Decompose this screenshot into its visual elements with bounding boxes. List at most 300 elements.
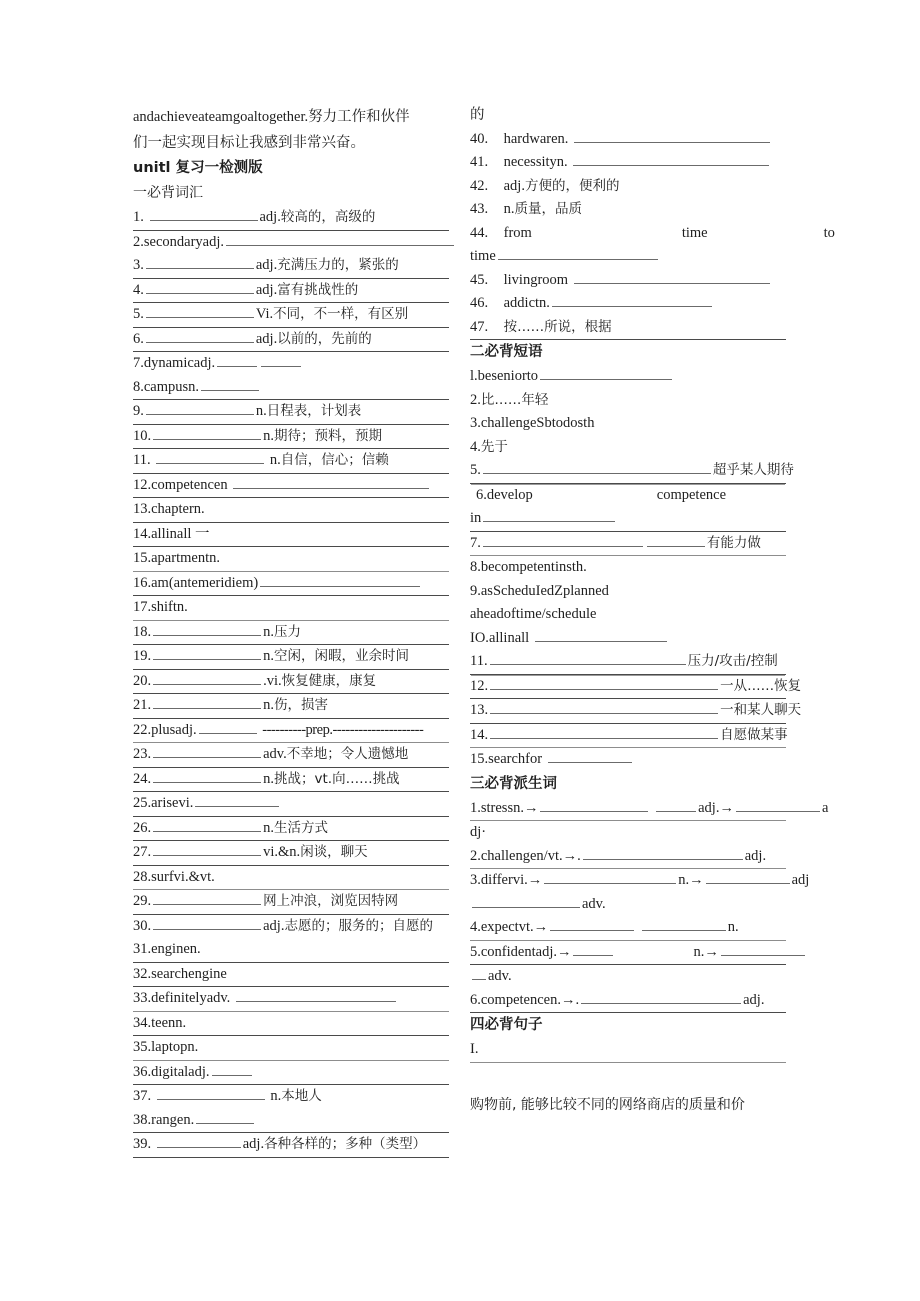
word-label: dynamicadj. (143, 355, 216, 371)
pos-label: adj. (255, 330, 278, 347)
word-label: searchengine (151, 965, 227, 982)
cn-gloss: 空闲，闲暇，业余时间 (274, 648, 409, 664)
word-label: enginen. (151, 941, 201, 957)
word-label: teenn. (151, 1014, 187, 1031)
item-number: 15. (470, 751, 489, 767)
phrase-item-15 (470, 748, 786, 772)
answer-blank-3[interactable] (736, 797, 820, 812)
vocab-item-44-continued: time (470, 245, 786, 269)
word-label: laptopn. (151, 1039, 199, 1055)
answer-blank[interactable] (212, 1061, 252, 1076)
answer-blank-2[interactable] (721, 941, 805, 956)
vocab-item-33 (133, 987, 449, 1012)
item-number: 5. (470, 943, 481, 960)
pos-label: adv. (263, 746, 287, 762)
phrases-section-heading: 二必背短语 (470, 344, 543, 360)
pos-label: n. (263, 697, 274, 713)
pos-label: n. (727, 919, 739, 935)
item-number: 13. (470, 702, 489, 718)
pos-label: n. (269, 452, 281, 468)
phrase-label: beseniorto (477, 368, 539, 384)
base-word: stressn.→ (480, 799, 539, 816)
pos-label: adj. (255, 257, 278, 273)
vocab-item-40 (470, 128, 786, 152)
item-number: 7. (133, 355, 144, 371)
answer-blank[interactable] (540, 365, 672, 380)
derivative-item-1 (470, 797, 829, 822)
answer-blank[interactable] (574, 128, 770, 143)
cn-gloss: 有能力做 (706, 534, 761, 551)
answer-blank[interactable] (153, 425, 261, 440)
answer-blank[interactable] (483, 532, 643, 547)
vocab-item-26 (133, 817, 449, 842)
answer-blank[interactable] (498, 245, 658, 260)
derivative-item-6 (470, 989, 786, 1014)
cn-gloss: 自愿做某事 (720, 726, 788, 743)
vocab-item-21 (133, 694, 449, 719)
answer-blank[interactable] (581, 989, 741, 1004)
item-number: 8. (470, 559, 481, 575)
answer-blank[interactable] (573, 151, 769, 166)
item-number: 11. (470, 653, 488, 669)
answer-blank[interactable] (217, 352, 257, 367)
vocab-item-22 (133, 719, 449, 744)
phrase-item-3 (470, 412, 786, 436)
word-label: rangen. (151, 1111, 195, 1128)
vocab-item-23 (133, 743, 449, 768)
vocab-item-7 (133, 352, 449, 376)
item-number: 32. (133, 965, 152, 982)
word-label: allinall 一 (151, 525, 210, 542)
cn-gloss: 充满压力的，紧张的 (277, 257, 399, 273)
word-label: digitaladj. (151, 1063, 210, 1080)
vocab-item-45 (470, 269, 786, 293)
vocab-item-42 (470, 175, 786, 199)
phrase-item-14 (470, 724, 786, 749)
cn-gloss: 比……年轻 (480, 391, 549, 408)
item-number: 26. (133, 819, 152, 836)
cn-gloss: 本地人 (281, 1088, 322, 1104)
phrase-item-6-continued (470, 507, 786, 532)
item-number: 28. (133, 868, 152, 885)
pos-label: adj. (259, 209, 281, 225)
answer-blank[interactable] (548, 748, 632, 763)
base-word: competencen.→. (480, 991, 580, 1008)
vocab-item-17 (133, 596, 449, 621)
item-number: 6. (476, 486, 487, 503)
pos-label: n.→ (693, 943, 719, 960)
answer-blank[interactable] (540, 797, 648, 812)
answer-blank[interactable] (550, 916, 634, 931)
item-number: 2. (133, 233, 144, 250)
item-number: 39. (133, 1136, 152, 1152)
vocab-item-38 (133, 1109, 449, 1134)
answer-blank[interactable] (153, 817, 261, 832)
vocab-item-25 (133, 792, 449, 817)
cn-gloss: 较高的，高级的 (280, 209, 376, 225)
vocab-item-11 (133, 449, 449, 474)
pos-label: n. (255, 403, 267, 419)
cn-gloss: 挑战；vt.向……挑战 (274, 770, 400, 787)
item-number: 47. (470, 318, 489, 335)
pos-label: adj. (503, 177, 525, 194)
item-number: 5. (470, 462, 481, 478)
item-number: 25. (133, 795, 152, 811)
item-number: IO. (470, 629, 489, 646)
answer-blank[interactable] (233, 474, 429, 489)
vocab-item-30 (133, 915, 449, 939)
sentences-section-heading: 四必背句子 (470, 1017, 543, 1033)
pos-label: vi.&n. (263, 844, 301, 860)
phrase-label: asScheduIedZplanned (480, 582, 609, 599)
answer-blank[interactable] (490, 724, 718, 739)
page-title: unitl 复习一检测版 (133, 160, 263, 176)
pos-label: adj. (744, 847, 767, 864)
vocab-item-18 (133, 621, 449, 646)
answer-blank-2[interactable] (642, 916, 726, 931)
vocab-item-32 (133, 963, 449, 988)
phrase-label: allinall (488, 629, 530, 646)
pos-label: n. (263, 427, 274, 444)
item-number: 6. (470, 991, 481, 1008)
vocab-item-39 (133, 1133, 449, 1158)
cn-gloss: 方便的，便利的 (524, 177, 620, 194)
phrase-item-6 (470, 484, 786, 508)
word-label: shiftn. (151, 599, 188, 615)
answer-blank[interactable] (156, 449, 264, 464)
answer-blank[interactable] (535, 627, 667, 642)
phrase-item-2 (470, 389, 786, 413)
pos-label: n. (263, 819, 274, 836)
answer-blank[interactable] (583, 845, 743, 860)
pos-label: n. (263, 770, 274, 787)
derivative-item-5-continued (470, 965, 786, 989)
phrase-item-10 (470, 627, 786, 651)
pos-label: n. (503, 201, 515, 217)
vocab-item-29 (133, 890, 449, 915)
footer-sentence: 购物前, 能够比较不同的网络商店的质量和价 (470, 1096, 745, 1113)
cn-gloss: 自信，信心；信赖 (280, 452, 389, 468)
answer-blank[interactable] (153, 915, 261, 930)
word-label: apartmentn. (151, 550, 220, 566)
phrase-item-8 (470, 556, 786, 580)
vocab-item-5 (133, 303, 449, 328)
item-number: 16. (133, 574, 152, 591)
cn-gloss: 不幸地；令人遗憾地 (286, 746, 409, 762)
item-number: 4. (133, 281, 144, 298)
item-number: 27. (133, 844, 152, 860)
vocab-item-6 (133, 328, 449, 353)
phrase-item-9 (470, 580, 786, 604)
answer-blank-2[interactable] (656, 797, 696, 812)
item-number: 19. (133, 648, 152, 664)
vocab-item-2 (133, 231, 449, 255)
item-number: 9. (133, 403, 144, 419)
vocab-item-37 (133, 1085, 449, 1109)
item-number: 3. (470, 872, 481, 888)
item-number: 8. (133, 378, 144, 395)
continued-fragment: 的 (470, 107, 485, 123)
item-number: 38. (133, 1111, 152, 1128)
word-label: surfvi.&vt. (151, 868, 215, 885)
derivative-item-5 (470, 941, 786, 966)
item-number: 13. (133, 501, 152, 517)
item-number: I. (470, 1041, 479, 1057)
item-number: 22. (133, 721, 152, 738)
vocab-item-47 (470, 316, 786, 341)
answer-blank[interactable] (153, 645, 261, 660)
cn-gloss: 日程表，计划表 (266, 403, 362, 419)
pos-label: adj. (743, 991, 765, 1008)
item-number: 44. (470, 224, 489, 241)
answer-blank[interactable] (146, 279, 254, 294)
item-number: 17. (133, 599, 152, 615)
item-number: 46. (470, 295, 489, 311)
intro-line-1: andachieveateamgoaltogether.努力工作和伙伴 (133, 109, 410, 125)
item-number: 23. (133, 746, 152, 762)
word-label: competencen (151, 476, 228, 493)
item-number: 4. (470, 919, 481, 935)
answer-blank[interactable] (201, 376, 259, 391)
pos-label: n. (263, 648, 274, 664)
item-number: 24. (133, 770, 152, 787)
answer-blank[interactable] (153, 768, 261, 783)
vocab-item-14 (133, 523, 449, 548)
item-number: 2. (470, 391, 481, 408)
cn-gloss: 伤，损害 (274, 697, 328, 713)
prep-trailer: ----------prep.--------------------- (262, 721, 424, 738)
answer-blank[interactable] (573, 941, 613, 956)
item-number: 11. (133, 452, 151, 468)
right-column (470, 104, 835, 1117)
derivative-item-2 (470, 845, 786, 870)
word-label: livingroom (503, 271, 569, 288)
item-number: 43. (470, 201, 489, 217)
vocab-item-41 (470, 151, 786, 175)
pos-label: n. (263, 623, 274, 640)
derivative-item-3-continued (470, 893, 786, 917)
vocab-item-44: 44. from time to (470, 222, 786, 246)
answer-blank[interactable] (490, 699, 718, 714)
vocab-item-31 (133, 938, 449, 963)
cn-gloss: 一从……恢复 (720, 677, 802, 694)
vocab-item-34 (133, 1012, 449, 1037)
vocab-item-19 (133, 645, 449, 670)
cn-gloss: 质量，品质 (514, 201, 582, 217)
vocab-item-13 (133, 498, 449, 523)
cn-gloss: 网上冲浪，浏览因特网 (263, 893, 399, 909)
base-word: differvi.→ (480, 872, 543, 888)
item-number: 34. (133, 1014, 152, 1031)
answer-blank[interactable] (153, 694, 261, 709)
answer-blank[interactable] (146, 303, 254, 318)
word-label: from (503, 224, 532, 241)
item-number: 41. (470, 154, 489, 170)
answer-blank[interactable] (157, 1085, 265, 1100)
vocab-item-3 (133, 254, 449, 279)
item-number: 14. (133, 525, 152, 542)
item-number: 42. (470, 177, 489, 194)
phrase-item-4 (470, 436, 786, 460)
vocab-item-28 (133, 866, 449, 891)
item-number: 37. (133, 1088, 152, 1104)
vocab-item-16 (133, 572, 449, 597)
word-label: definitelyadv. (151, 990, 231, 1006)
cn-gloss: 各种各样的；多种（类型） (264, 1136, 427, 1152)
item-number: 1. (470, 799, 481, 816)
item-number: 18. (133, 623, 152, 640)
answer-blank[interactable] (483, 507, 615, 522)
item-number: 36. (133, 1063, 152, 1080)
item-number: 15. (133, 550, 152, 566)
phrase-label: challengeSbtodosth (480, 415, 595, 431)
item-number: 31. (133, 941, 152, 957)
phrase-tail: competence (656, 486, 727, 503)
answer-blank[interactable] (226, 231, 454, 246)
answer-blank[interactable] (195, 792, 279, 807)
pos-label: .vi. (263, 672, 282, 689)
word-label: necessityn. (503, 154, 568, 170)
left-column (133, 104, 449, 1158)
derivative-item-3 (470, 869, 810, 893)
answer-blank[interactable] (146, 254, 254, 269)
item-number: 2. (470, 847, 481, 864)
cn-gloss: 压力 (274, 623, 301, 640)
answer-blank[interactable] (146, 328, 254, 343)
word-label: plusadj. (151, 721, 197, 738)
answer-blank[interactable] (472, 893, 580, 908)
word-label: hardwaren. (503, 130, 569, 147)
answer-blank[interactable] (153, 670, 261, 685)
phrase-item-7 (470, 532, 786, 557)
answer-blank[interactable] (153, 841, 261, 856)
answer-blank[interactable] (199, 719, 257, 734)
vocab-item-9 (133, 400, 449, 425)
item-number: 9. (470, 582, 481, 599)
vocab-item-15 (133, 547, 449, 572)
word-label: am(antemeridiem) (151, 574, 259, 591)
answer-blank[interactable] (146, 400, 254, 415)
item-number: 10. (133, 427, 152, 444)
answer-blank[interactable] (153, 890, 261, 905)
pos-label: adj. (263, 917, 285, 934)
vocab-item-46 (470, 292, 786, 316)
phrase-label: develop (486, 486, 533, 503)
answer-blank[interactable] (574, 269, 770, 284)
derivative-continuation: dj· (470, 824, 487, 840)
pos-label: n.→ (678, 872, 704, 888)
item-number: 40. (470, 130, 489, 147)
answer-blank[interactable] (483, 459, 711, 474)
item-number: 33. (133, 990, 152, 1006)
item-number: 5. (133, 306, 144, 322)
cn-gloss: 生活方式 (274, 819, 328, 836)
cn-gloss: 富有挑战性的 (277, 281, 359, 298)
answer-blank-2[interactable] (706, 869, 790, 884)
vocab-item-10 (133, 425, 449, 450)
sentence-item-1 (470, 1038, 786, 1063)
item-number: 4. (470, 438, 481, 455)
pos-label: adj.→ (698, 799, 734, 816)
cn-gloss: 按……所说，根据 (503, 318, 612, 335)
vocab-item-36 (133, 1061, 449, 1086)
answer-blank[interactable] (150, 206, 258, 221)
answer-blank[interactable] (196, 1109, 254, 1124)
word-label: campusn. (143, 378, 200, 395)
word-label: secondaryadj. (143, 233, 224, 250)
item-number: 20. (133, 672, 152, 689)
base-word: expectvt.→ (480, 919, 549, 935)
cn-gloss: 压力/攻击/控制 (687, 653, 778, 669)
item-number: 6. (133, 330, 144, 347)
item-number: 21. (133, 697, 152, 713)
answer-blank[interactable] (490, 675, 718, 690)
answer-blank-2[interactable] (647, 532, 705, 547)
derivative-continuation: adv. (488, 968, 512, 984)
answer-blank[interactable] (153, 743, 261, 758)
answer-blank[interactable] (157, 1133, 241, 1148)
answer-blank[interactable] (552, 292, 712, 307)
answer-blank[interactable] (153, 621, 261, 636)
answer-blank[interactable] (260, 572, 420, 587)
answer-blank[interactable] (472, 965, 486, 980)
phrase-item-5 (470, 459, 794, 484)
vocab-item-27 (133, 841, 449, 866)
item-number: 1. (133, 209, 144, 225)
phrase-item-13 (470, 699, 802, 724)
vocab-item-43 (470, 198, 786, 222)
item-number: 7. (470, 534, 481, 551)
cn-gloss: 以前的，先前的 (277, 330, 372, 347)
vocab-item-12 (133, 474, 449, 499)
item-number: 12. (470, 677, 489, 694)
pos-label: n. (270, 1088, 282, 1104)
item-number: 3. (470, 415, 481, 431)
intro-paragraph (133, 104, 449, 156)
answer-blank[interactable] (544, 869, 676, 884)
vocab-item-35 (133, 1036, 449, 1061)
answer-blank-2[interactable] (261, 352, 301, 367)
derivative-continuation: adv. (582, 895, 606, 912)
item-number: 30. (133, 917, 152, 934)
word-label: chaptern. (151, 501, 205, 517)
phrase-item-9-continued (470, 603, 786, 627)
vocab-item-4 (133, 279, 449, 304)
pos-label: adj. (242, 1136, 265, 1152)
base-word: confidentadj.→ (480, 943, 572, 960)
item-number: 12. (133, 476, 152, 493)
phrase-continuation: aheadoftime/schedule (470, 606, 597, 622)
item-number: l. (470, 368, 478, 384)
answer-blank[interactable] (236, 987, 396, 1002)
vocab-item-24 (133, 768, 449, 793)
vocabulary-section-heading: 一必背词汇 (133, 185, 203, 201)
item-number: 35. (133, 1039, 152, 1055)
cn-gloss: 先于 (480, 438, 508, 455)
cn-gloss: 期待；预料，预期 (274, 427, 382, 444)
vocab-item-20 (133, 670, 449, 695)
answer-blank[interactable] (490, 650, 686, 665)
cn-gloss: 恢复健康，康复 (281, 672, 377, 689)
phrase-item-12 (470, 675, 802, 700)
phrase-item-1 (470, 365, 786, 389)
cn-gloss: 超乎某人期待 (712, 462, 794, 478)
phrase-item-11 (470, 650, 786, 675)
cn-gloss: 闲谈，聊天 (300, 844, 368, 860)
phrase-label: becompetentinsth. (480, 559, 587, 575)
tail-label: adj (791, 872, 810, 888)
derivatives-section-heading: 三必背派生词 (470, 775, 557, 792)
